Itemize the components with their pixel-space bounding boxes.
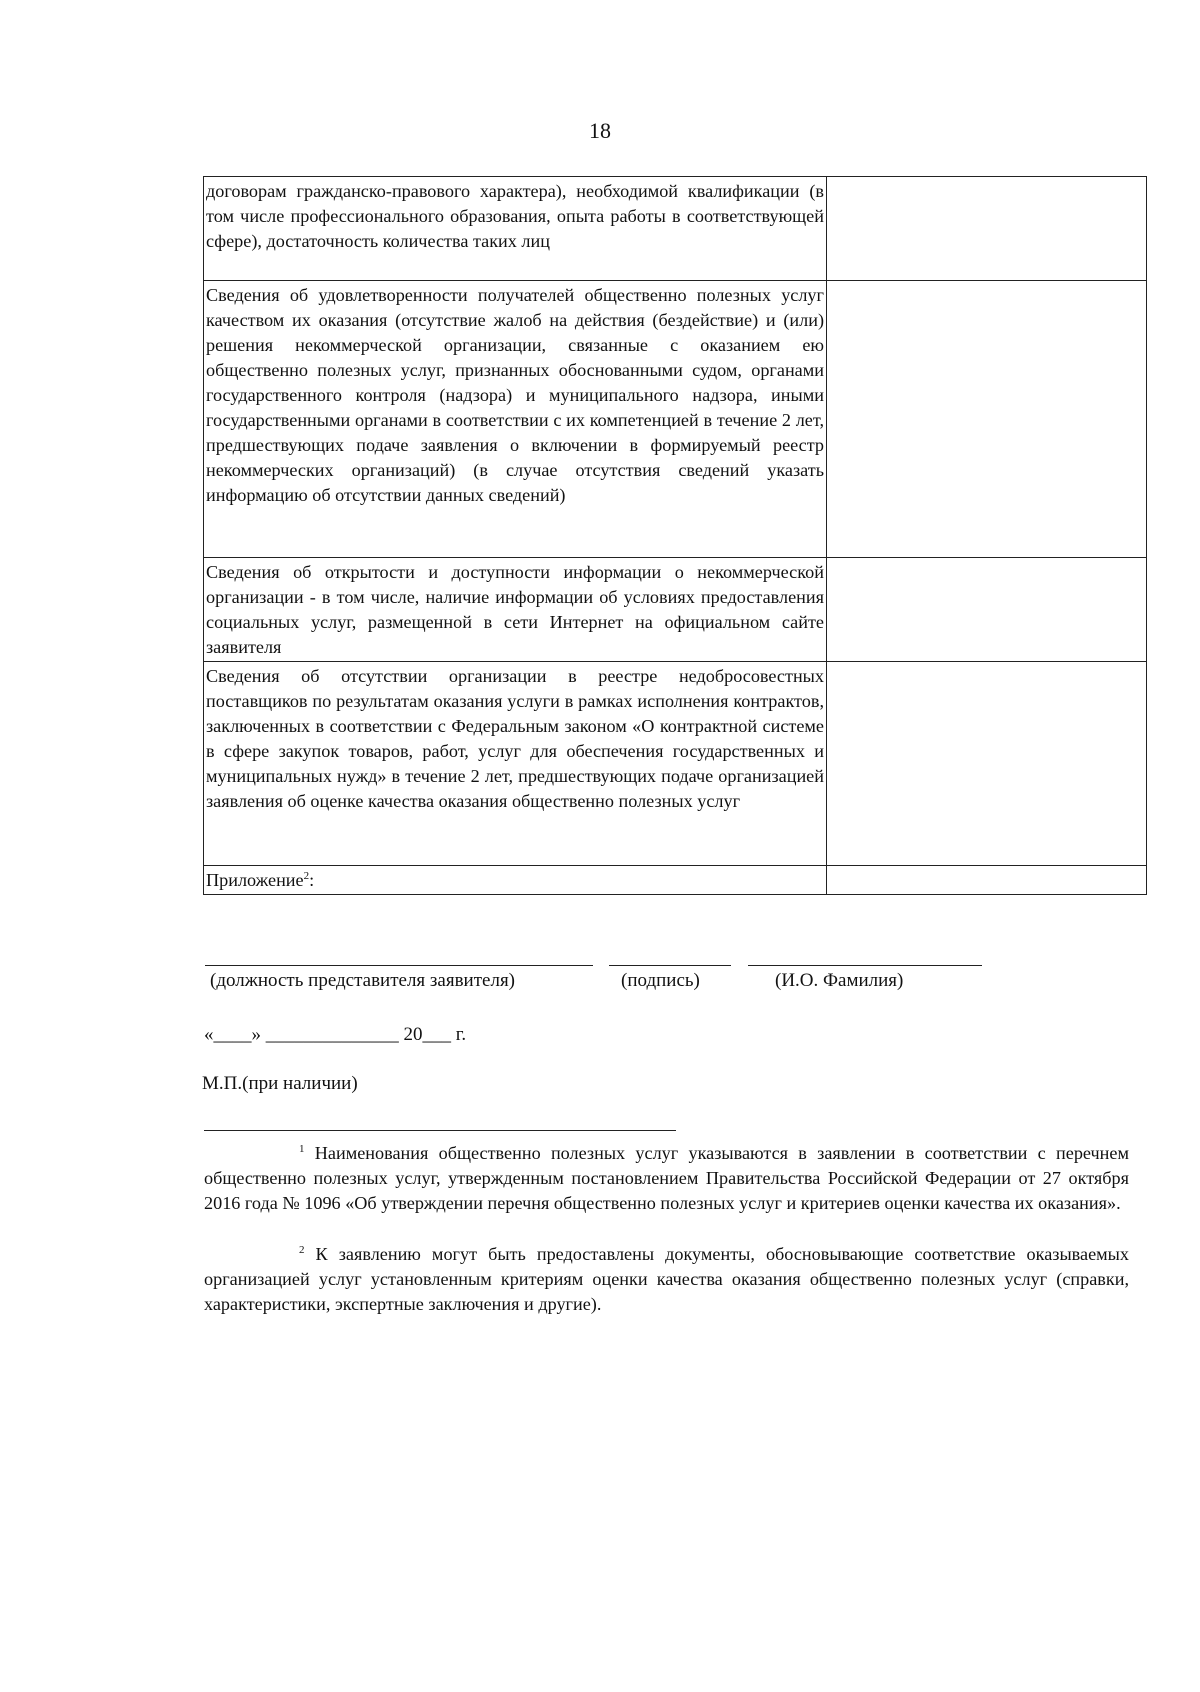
signature-line[interactable] <box>609 965 731 966</box>
criterion-text: договорам гражданско-правового характера), необходимой квалификации (в том числе профессионального образования, опыта работы в соответствующей сфере), достаточность количества таких лиц <box>206 181 824 251</box>
footnote-text: Наименования общественно полезных услуг указываются в заявлении в соответствии с перечнем общественно полезных услуг, утвержденным постановлением Правительства Российской Федерации от 27 октября 2016 года № 1096 «Об утверждении перечня общественно полезных услуг и критериев оценки качества их оказания». <box>204 1143 1129 1213</box>
footnote-2 <box>204 1242 1129 1317</box>
footnote-separator <box>204 1130 676 1131</box>
criterion-cell <box>204 281 827 558</box>
stamp-label: М.П.(при наличии) <box>202 1073 358 1094</box>
footnote-mark: 1 <box>299 1142 305 1155</box>
footnote-ref: 2 <box>303 869 310 882</box>
criterion-text: Сведения об удовлетворенности получателей общественно полезных услуг качеством их оказания (отсутствие жалоб на действия (бездействие) и (или) решения некоммерческой организации, связанные с оказанием ею общественно полезных услуг, признанных обоснованными судом, органами государственного контроля (надзора) и муниципального надзора, иными государственными органами в соответствии с их компетенцией в течение 2 лет, предшествующих подаче заявления о включении в формируемый реестр некоммерческих организаций) (в случае отсутствия сведений указать информацию об отсутствии данных сведений) <box>206 285 824 505</box>
footnote-mark: 2 <box>299 1243 305 1256</box>
table-row <box>204 662 1147 866</box>
position-caption: (должность представителя заявителя) <box>210 970 516 991</box>
footnote-1 <box>204 1141 1129 1216</box>
criterion-cell <box>204 177 827 281</box>
name-line[interactable] <box>748 965 982 966</box>
criterion-cell <box>204 662 827 866</box>
value-cell[interactable] <box>827 558 1147 662</box>
table-row <box>204 177 1147 281</box>
attachment-label: Приложение <box>206 870 304 890</box>
criteria-table <box>203 176 1147 895</box>
position-line[interactable] <box>205 965 593 966</box>
table-row <box>204 558 1147 662</box>
table-row <box>204 281 1147 558</box>
criterion-text: Сведения об открытости и доступности информации о некоммерческой организации - в том числе, наличие информации об условиях предоставления социальных услуг, размещенной в сети Интернет на официальном сайте заявителя <box>206 562 824 657</box>
attachment-value-cell[interactable] <box>827 866 1147 895</box>
date-line[interactable]: «____» ______________ 20___ г. <box>204 1024 467 1045</box>
value-cell[interactable] <box>827 177 1147 281</box>
value-cell[interactable] <box>827 662 1147 866</box>
attachment-cell <box>204 866 827 895</box>
criterion-text: Сведения об отсутствии организации в реестре недобросовестных поставщиков по результатам оказания услуги в рамках исполнения контрактов, заключенных в соответствии с Федеральным законом «О контрактной системе в сфере закупок товаров, работ, услуг для обеспечения государственных и муниципальных нужд» в течение 2 лет, предшествующих подаче организацией заявления об оценке качества оказания общественно полезных услуг <box>206 666 824 811</box>
signature-caption: (подпись) <box>621 970 700 991</box>
table-row <box>204 866 1147 895</box>
name-caption: (И.О. Фамилия) <box>775 970 904 991</box>
footnote-text: К заявлению могут быть предоставлены документы, обосновывающие соответствие оказываемых организацией услуг установленным критериям оценки качества оказания общественно полезных услуг (справки, характеристики, экспертные заключения и другие). <box>204 1244 1129 1314</box>
page-number: 18 <box>589 118 611 143</box>
value-cell[interactable] <box>827 281 1147 558</box>
attachment-colon: : <box>309 870 315 890</box>
criterion-cell <box>204 558 827 662</box>
